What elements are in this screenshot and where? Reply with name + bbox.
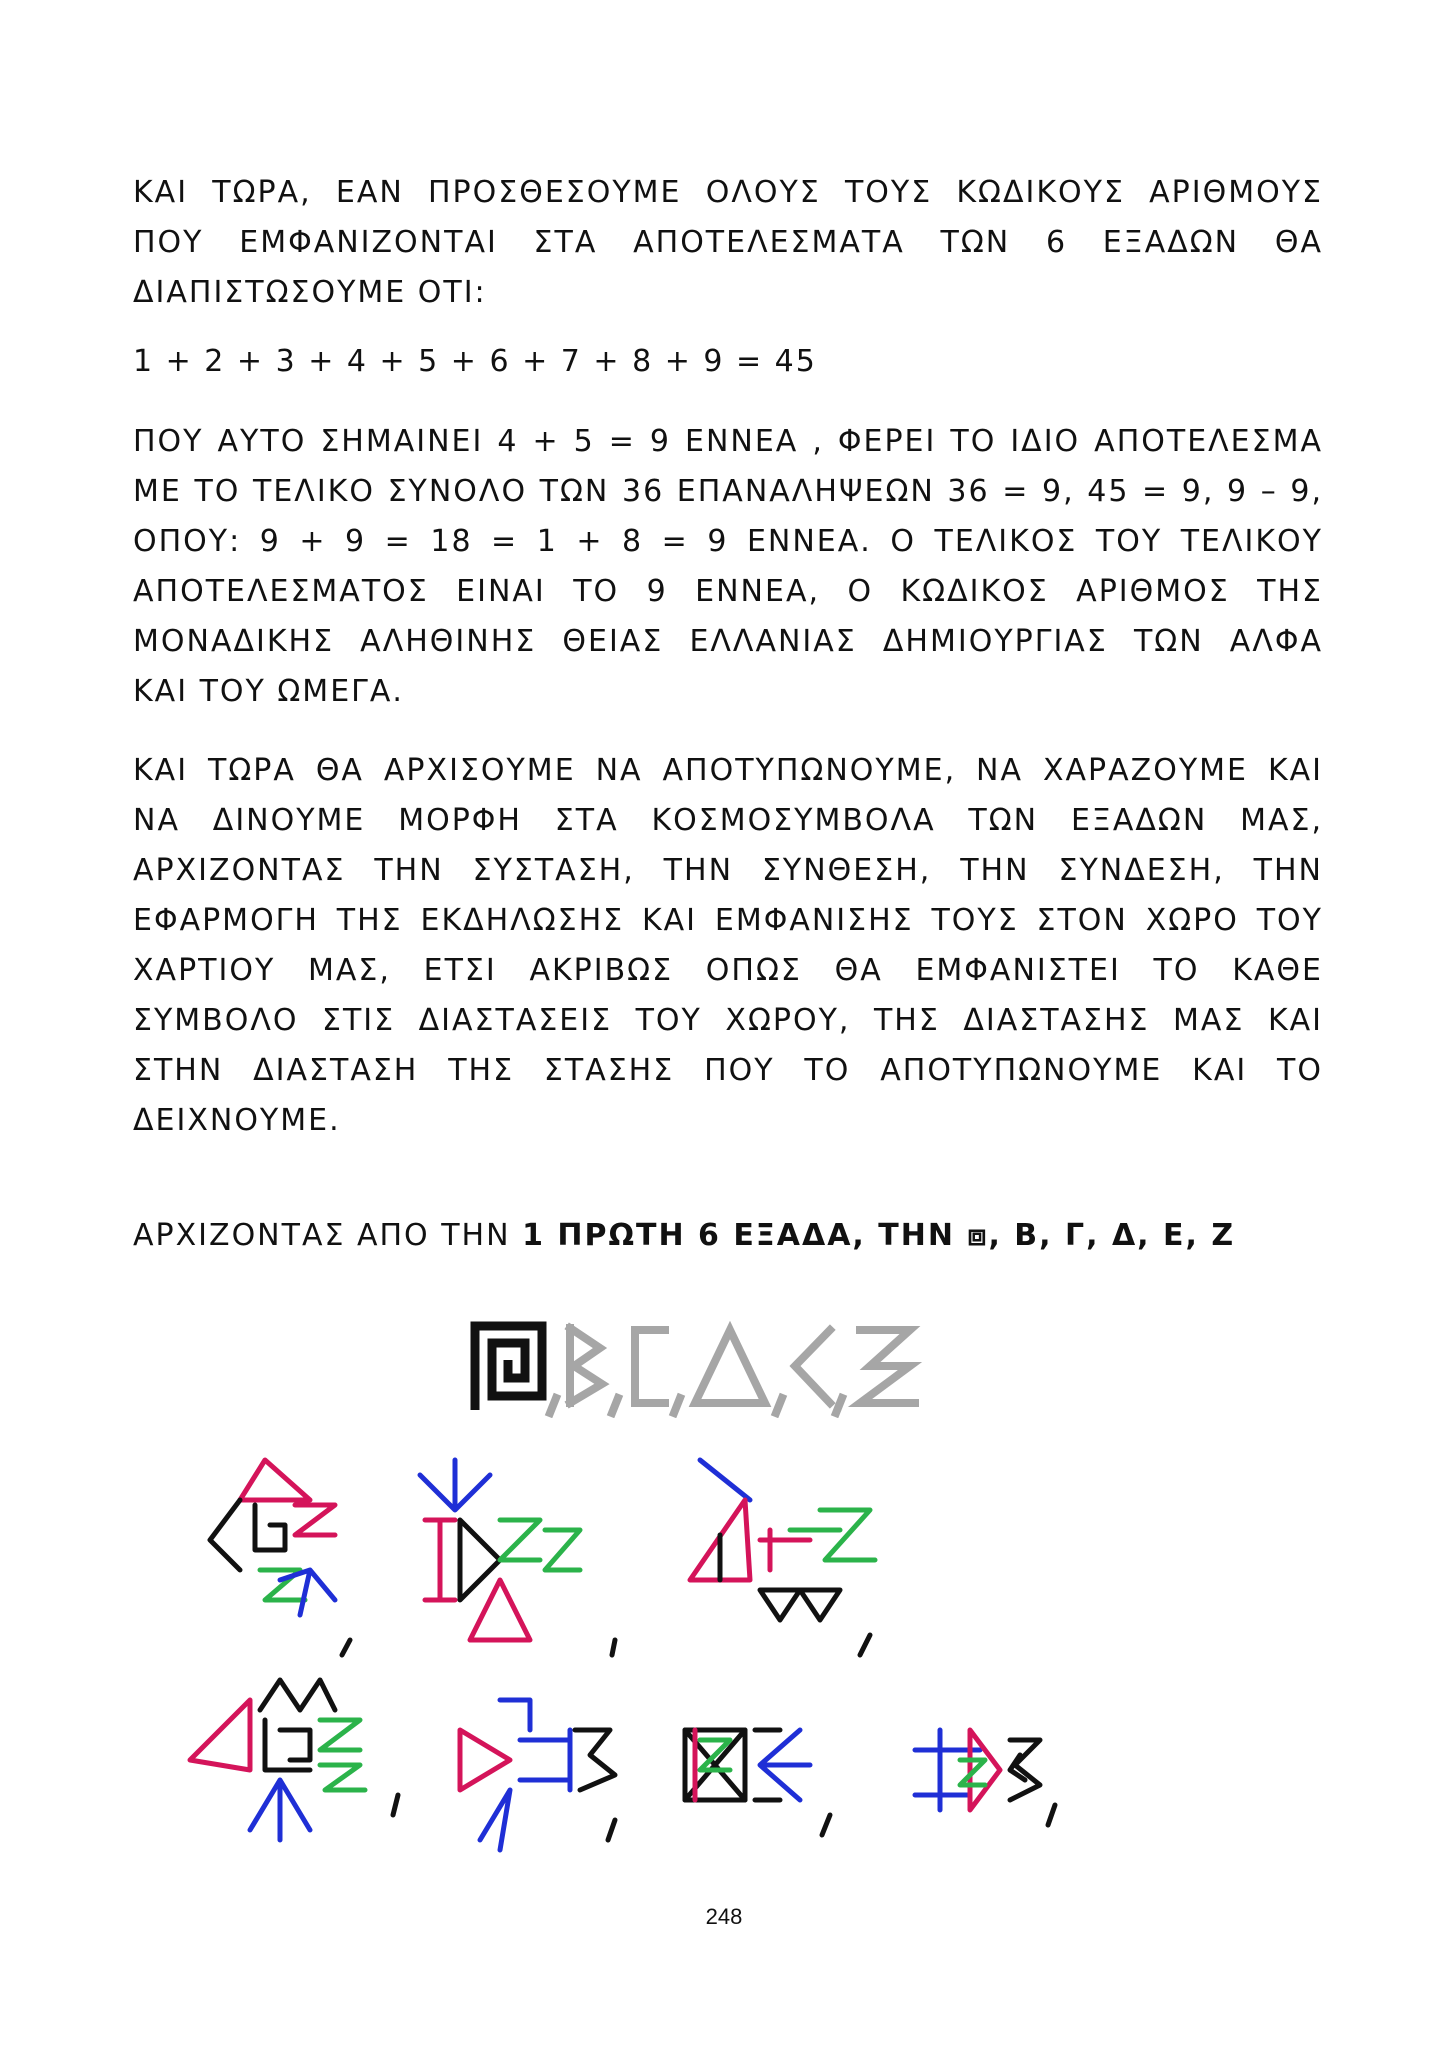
grey-letters-icon — [550, 1328, 915, 1413]
text-line: ΝΑ ΔΙΝΟΥΜΕ ΜΟΡΦΗ ΣΤΑ ΚΟΣΜΟΣΥΜΒΟΛΑ ΤΩΝ ΕΞΑΔΩΝ ΜΑΣ, — [133, 803, 1323, 838]
text-line: ΕΦΑΡΜΟΓΗ ΤΗΣ ΕΚΔΗΛΩΣΗΣ ΚΑΙ ΕΜΦΑΝΙΣΗΣ ΤΟΥΣ ΣΤΟΝ ΧΩΡΟ ΤΟΥ — [133, 903, 1323, 938]
text-line: ΑΠΟΤΕΛΕΣΜΑΤΟΣ ΕΙΝΑΙ ΤΟ 9 ΕΝΝΕΑ, Ο ΚΩΔΙΚΟΣ ΑΡΙΘΜΟΣ ΤΗΣ — [133, 574, 1323, 609]
drawn-symbol-icon — [690, 1460, 875, 1655]
drawn-symbol-icon — [460, 1700, 615, 1850]
hexad-symbol-row — [470, 1318, 1010, 1418]
text-line: ΚΑΙ ΤΟΥ ΩΜΕΓΑ. — [133, 674, 404, 709]
paragraph-1 — [133, 168, 1323, 318]
hand-drawn-symbols — [170, 1430, 1310, 1890]
page-number: 248 — [705, 1904, 743, 1929]
drawn-symbol-icon — [915, 1730, 1055, 1825]
text-line: ΠΟΥ ΑΥΤΟ ΣΗΜΑΙΝΕΙ 4 + 5 = 9 ΕΝΝΕΑ , ΦΕΡΕΙ ΤΟ ΙΔΙΟ ΑΠΟΤΕΛΕΣΜΑ — [133, 424, 1323, 459]
paragraph-3 — [133, 746, 1323, 1146]
text-line: ΚΑΙ ΤΩΡΑ, ΕΑΝ ΠΡΟΣΘΕΣΟΥΜΕ ΟΛΟΥΣ ΤΟΥΣ ΚΩΔΙΚΟΥΣ ΑΡΙΘΜΟΥΣ — [133, 175, 1323, 210]
text-line: ΣΤΗΝ ΔΙΑΣΤΑΣΗ ΤΗΣ ΣΤΑΣΗΣ ΠΟΥ ΤΟ ΑΠΟΤΥΠΩΝΟΥΜΕ ΚΑΙ ΤΟ — [133, 1053, 1323, 1088]
sum-equation: 1 + 2 + 3 + 4 + 5 + 6 + 7 + 8 + 9 = 45 — [133, 344, 817, 379]
paragraph-2 — [133, 417, 1323, 717]
text-line: ΜΕ ΤΟ ΤΕΛΙΚΟ ΣΥΝΟΛΟ ΤΩΝ 36 ΕΠΑΝΑΛΗΨΕΩΝ 36 = 9, 45 = 9, 9 – 9, — [133, 474, 1323, 509]
text-line: ΣΥΜΒΟΛΟ ΣΤΙΣ ΔΙΑΣΤΑΣΕΙΣ ΤΟΥ ΧΩΡΟΥ, ΤΗΣ ΔΙΑΣΤΑΣΗΣ ΜΑΣ ΚΑΙ — [133, 1003, 1323, 1038]
text-line: ΑΡΧΙΖΟΝΤΑΣ ΤΗΝ ΣΥΣΤΑΣΗ, ΤΗΝ ΣΥΝΘΕΣΗ, ΤΗΝ ΣΥΝΔΕΣΗ, ΤΗΝ — [133, 853, 1323, 888]
text-line: ΧΑΡΤΙΟΥ ΜΑΣ, ΕΤΣΙ ΑΚΡΙΒΩΣ ΟΠΩΣ ΘΑ ΕΜΦΑΝΙΣΤΕΙ ΤΟ ΚΑΘΕ — [133, 953, 1323, 988]
section-heading — [133, 1218, 1235, 1253]
heading-bold: 1 ΠΡΩΤΗ 6 ΕΞΑΔΑ, ΤΗΝ — [522, 1218, 955, 1253]
drawn-symbol-icon — [190, 1680, 398, 1840]
heading-prefix: ΑΡΧΙΖΟΝΤΑΣ ΑΠΟ ΤΗΝ — [133, 1218, 523, 1253]
heading-letters: ⧈, Β, Γ, Δ, Ε, Ζ — [954, 1218, 1236, 1253]
text-line: ΜΟΝΑΔΙΚΗΣ ΑΛΗΘΙΝΗΣ ΘΕΙΑΣ ΕΛΛΑΝΙΑΣ ΔΗΜΙΟΥΡΓΙΑΣ ΤΩΝ ΑΛΦΑ — [133, 624, 1323, 659]
text-line: ΚΑΙ ΤΩΡΑ ΘΑ ΑΡΧΙΣΟΥΜΕ ΝΑ ΑΠΟΤΥΠΩΝΟΥΜΕ, ΝΑ ΧΑΡΑΖΟΥΜΕ ΚΑΙ — [133, 753, 1323, 788]
text-line: ΔΙΑΠΙΣΤΩΣΟΥΜΕ ΟΤΙ: — [133, 275, 487, 310]
meander-icon — [475, 1326, 542, 1410]
text-line: ΠΟΥ ΕΜΦΑΝΙΖΟΝΤΑΙ ΣΤΑ ΑΠΟΤΕΛΕΣΜΑΤΑ ΤΩΝ 6 ΕΞΑΔΩΝ ΘΑ — [133, 225, 1323, 260]
drawn-symbol-icon — [420, 1460, 615, 1655]
drawn-symbol-icon — [685, 1730, 830, 1835]
text-line: ΟΠΟΥ: 9 + 9 = 18 = 1 + 8 = 9 ΕΝΝΕΑ. Ο ΤΕΛΙΚΟΣ ΤΟΥ ΤΕΛΙΚΟΥ — [133, 524, 1323, 559]
drawn-symbol-icon — [210, 1460, 350, 1655]
text-line: ΔΕΙΧΝΟΥΜΕ. — [133, 1103, 341, 1138]
